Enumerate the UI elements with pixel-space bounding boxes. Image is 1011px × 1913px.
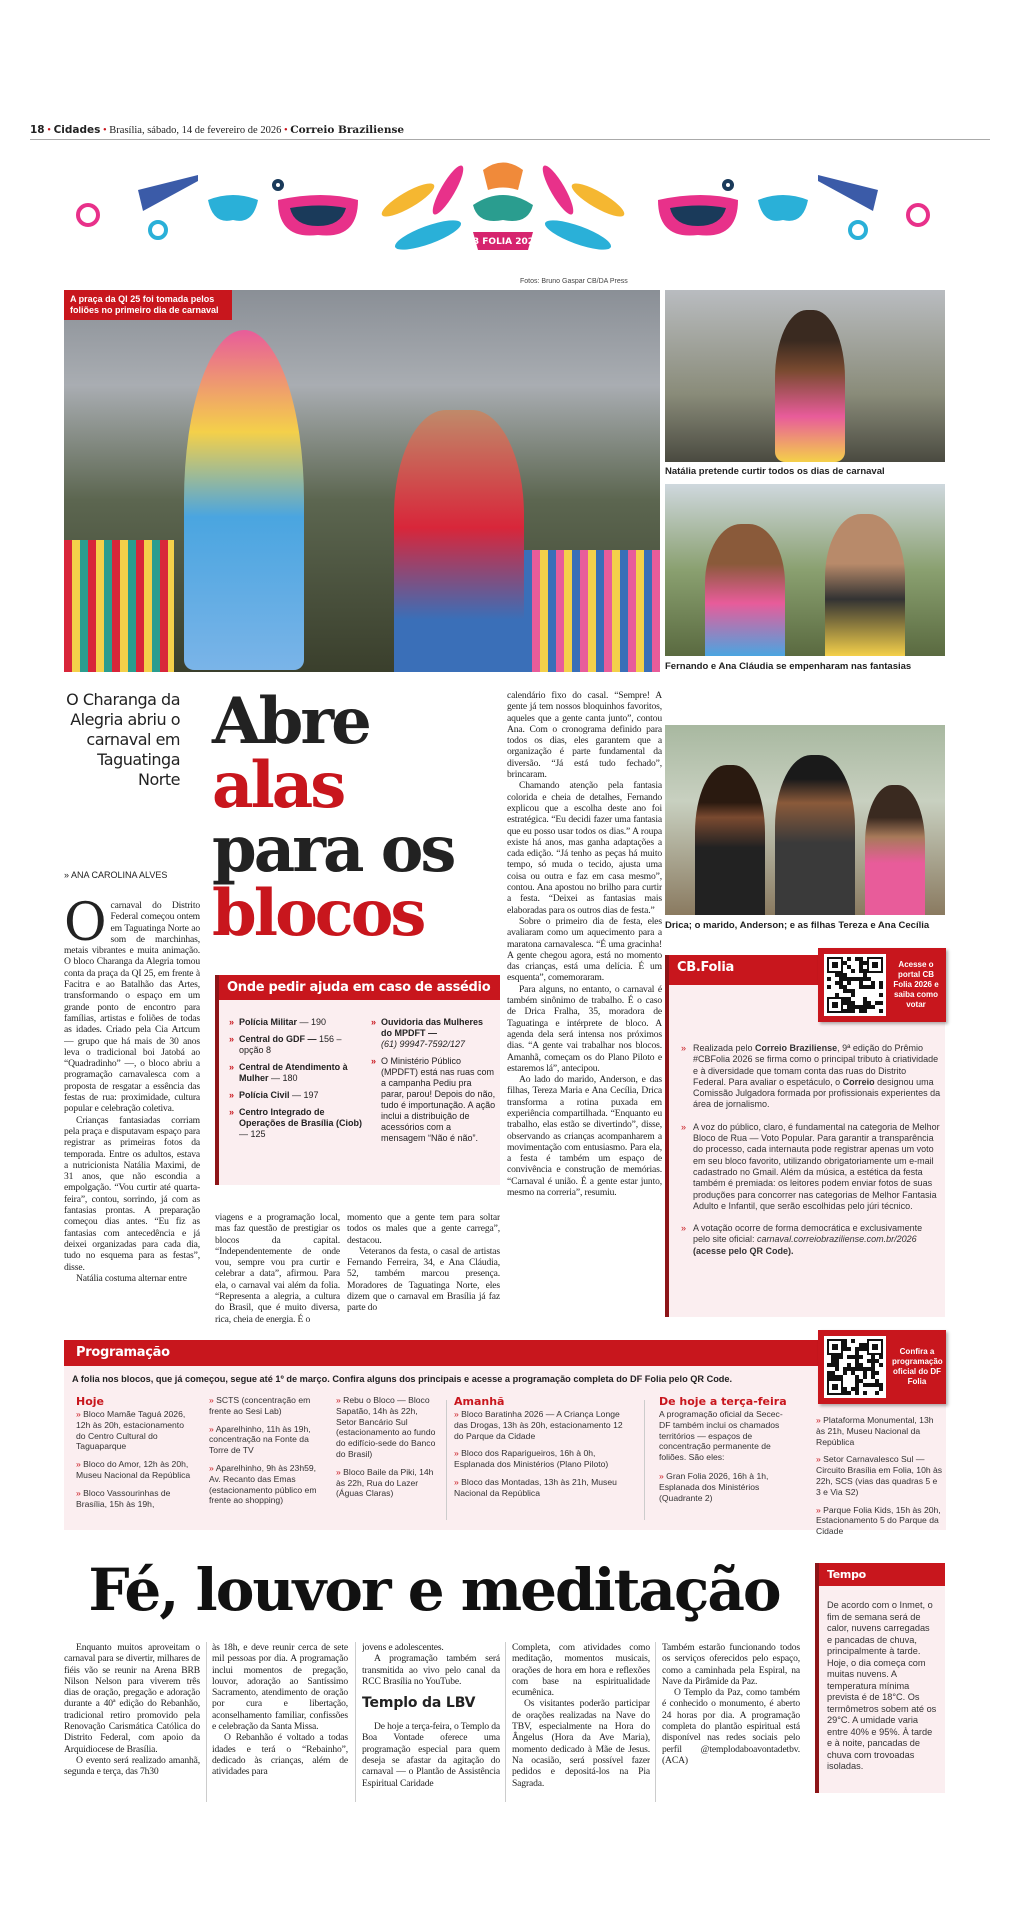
help-item [229,1017,364,1028]
help-item [371,1056,496,1144]
page-number: 18 [30,124,45,136]
bullet-segment: Realizada pelo [693,1043,756,1053]
programacao-box [64,1340,946,1537]
event-item: » SCTS (concentração em frente ao Sesi Lab) [209,1395,324,1417]
paragraph: A programação também será transmitida ao vivo pelo canal da RCC Brasília no YouTube. [362,1653,500,1687]
paragraph: Enquanto muitos aproveitam o carnaval para se divertir, milhares de fiéis vão se reunir na Arena BRB Nilson Nelson para viverem três dias de oração, pregação e adoração durante a 40ª edição do Rebanhão, tradicional retiro promovido pela Renovação Carismática Católica do Distrito Federal, com apoio da Arquidiocese de Brasília. [64,1642,200,1755]
fernando-caption: Fernando e Ana Cláudia se empenharam nas fantasias [665,661,912,672]
hoje-column-2 [209,1395,324,1513]
paragraph: Os visitantes poderão participar de orações realizadas na Nave do TBV, especialmente na Hora do Ângelus (Hora da Ave Maria), momento dedicado à Mãe de Jesus. Na ocasião, será possível fazer pedidos e depositá-los na Pia Sagrada. [512,1698,650,1789]
bullet-segment: Correio Braziliense [755,1043,838,1053]
help-item [229,1062,364,1084]
paragraph: O Rebanhão é voltado a todas idades e terá o “Rebainho”, dedicado às crianças, além de atividades para [212,1732,348,1778]
page-header: 18 • Cidades • Brasília, sábado, 14 de fevereiro de 2026 • Correio Braziliense [30,124,990,140]
paragraph: às 18h, e deve reunir cerca de sete mil pessoas por dia. A programação inclui momentos de pregação, louvor, adoração ao Santíssimo Sacramento, atendimento de oração por cura e libertação, aconselhamento familiar, confissões e celebração da Santa Missa. [212,1642,348,1733]
headline-line: Abre [212,684,369,759]
cbfolia-title: CB.Folia [669,955,945,985]
help-item [371,1017,496,1050]
story-column [507,690,662,1330]
paragraph: O evento será realizado amanhã, segunda e terça, das 7h30 [64,1754,200,1778]
help-item-number: O Ministério Público (MPDFT) está nas ruas com a campanha Pediu pra parar, parou! Depois do não, tudo é importunação. A ação inclui a distribuição de acessórios com a mensagem “Não é não”. [381,1056,496,1143]
headline-line: para os [212,812,454,887]
faith-column [64,1642,200,1802]
help-item-name: Ouvidoria das Mulheres do MPDFT — [381,1017,484,1038]
story-column [347,1212,500,1330]
divider [655,1642,656,1802]
event-item: » Aparelhinho, 11h às 19h, concentração na Fonte da Torre de TV [209,1424,324,1456]
bullet-segment: Correio [842,1076,875,1087]
hoje-heading: Hoje [76,1395,104,1408]
help-item-name: Polícia Militar [239,1017,298,1027]
terca-intro: A programação oficial da Secec-DF também inclui os chamados territórios — espaços de concentração permanente de foliões. São eles: [659,1409,783,1463]
bullet-segment: A voz do público, claro, é fundamental na categoria de Melhor Bloco de Rua — Voto Popular. Para garantir a transparência do processo, cada internauta pode registrar apenas um voto em seu bloco favorito, utilizando obrigatoriamente um e-mail cadastrado no Gmail. Além da música, a estética da festa também é premiada: os leitores podem enviar fotos de suas produções para concorrer nas categorias de Melhor Fantasia Adulto e Infantil, que serão escolhidas pelo júri técnico. [693,1121,940,1211]
natalia-caption: Natália pretende curtir todos os dias de carnaval [665,466,885,477]
svg-text:CB FOLIA 2026: CB FOLIA 2026 [465,237,541,247]
help-item-number: — 197 [292,1090,319,1100]
faith-column [212,1642,348,1802]
faith-subhead: Templo da LBV [362,1695,476,1712]
event-item: » Bloco Mamãe Taguá 2026, 12h às 20h, estacionamento do Centro Cultural do Taguaparque [76,1409,194,1452]
cbfolia-bullet [681,1223,941,1257]
paragraph: carnaval do Distrito Federal começou ontem em Taguatinga Norte ao som de marchinhas, metais vibrantes e muita animação. O bloco Charanga da Alegria tomou conta da praça da QI 25, em frente à Facitra e ao Batalhão das Artes, transformando o espaço em um grande ponto de encontro para famílias, artistas e foliões de todas as idades. Criado pela Cia Artcum — grupo que há mais de 30 anos leva o tradicional boi Jatobá ao “Quadradinho” —, o bloco abriu a programação carnavalesca com a proposta de resgatar a essência das festas de rua: proximidade, cultura popular e celebração coletiva. [64,900,200,1115]
fernando-photo [665,484,945,656]
story-dek: O Charanga da Alegria abriu o carnaval em Taguatinga Norte [66,690,180,789]
event-item: » Setor Carnavalesco Sul — Circuito Brasília em Folia, 10h às 22h, SCS (vias das quadras 5 e 3 e Via S2) [816,1454,944,1497]
faith-column [662,1642,800,1802]
help-list-right [371,1017,496,1150]
event-item: » Rebu o Bloco — Bloco Sapatão, 14h às 22h, Setor Bancário Sul (estacionamento ao fundo do edifício-sede do Banco do Brasil) [336,1395,436,1460]
faith-headline: Fé, louvor e meditação [88,1556,780,1624]
programacao-intro: A folia nos blocos, que já começou, segue até 1º de março. Confira alguns dos principais e acesse a programação completa do DF Folia pelo QR Code. [72,1374,733,1384]
bullet-segment: (acesse pelo QR Code). [693,1245,794,1256]
terca-heading: De hoje a terça-feira [659,1395,787,1408]
amanha-heading: Amanhã [454,1395,505,1408]
weather-text: De acordo com o Inmet, o fim de semana será de calor, nuvens carregadas e pancadas de chuva, principalmente à tarde. Hoje, o dia começa com muitas nuvens. A temperatura mínima prevista é de 18°C. Os termômetros sobem até os 29°C. A umidade varia entre 40% e 95%. À tarde e à noite, pancadas de chuva com trovoadas isoladas. [827,1600,937,1771]
terca-column [659,1395,794,1510]
qr-code-icon[interactable] [824,954,886,1016]
paragraph: calendário fixo do casal. “Sempre! A gente já tem nossos bloquinhos favoritos, aqueles que a gente canta junto”, contou Ana. Com o cronograma definido para todos os dias, eles garantem que a organização é parte fundamental da diversão. “Já está tudo fechado”, brincaram. [507,690,662,781]
story-column [215,1212,340,1330]
carnival-banner [28,160,988,260]
programacao-qr-callout[interactable] [818,1330,946,1404]
paragraph: Ao lado do marido, Anderson, e das filhas, Tereza Maria e Ana Cecília, Drica transforma a rotina puxada em experiência compartilhada. “Enquanto eu trabalho, elas estão se divertindo”, disse, observando as crianças acompanharem a movimentação com entusiasmo. Para ela, a festa é também um espaço de convivência e construção de memórias. “Carnaval é união. É a gente estar junto, mesmo na correria”, resumiu. [507,1074,662,1199]
qr-code-icon[interactable] [824,1336,886,1398]
divider [206,1642,207,1802]
help-item-number: 156 – opção 8 [239,1034,342,1055]
photo-credit: Fotos: Bruno Gaspar CB/DA Press [520,278,628,285]
paragraph: Chamando atenção pela fantasia colorida e cheia de detalhes, Fernando explicou que a escolha deste ano foi estratégica. “Eu decidi fazer uma fantasia que eu posso usar todos os dias.” A roupa existe há anos, mas ganha adaptações a cada edição. “Já tenho as peças há muito tempo, só muda o tecido, ajusta uma coisa ou outra e faz em casa mesmo”, contou. Ana apostou no brilho para curtir a festa. “Deixei as fantasias mais elaboradas para os outros dias de festa.” [507,780,662,916]
help-item [229,1090,364,1101]
bullet-segment: A votação ocorre de forma democrática e exclusivamente pelo site oficial: [693,1223,923,1245]
help-item-number: — 180 [271,1073,298,1083]
help-item [229,1107,364,1140]
help-item-name: Central do GDF — [239,1034,317,1044]
paragraph: Também estarão funcionando todos os serviços oferecidos pelo espaço, como a caminhada pela Espiral, na Nave da Pirâmide da Paz. [662,1642,800,1687]
cbfolia-bullet [681,1122,941,1212]
paragraph: Natália costuma alternar entre [76,1272,187,1284]
newspaper-name: Correio Braziliense [290,124,405,136]
programacao-title: Programação [64,1340,820,1366]
paragraph: Completa, com atividades como meditação, momentos musicais, orações de hora em hora e reflexões com base na espiritualidade ecumênica. [512,1642,650,1699]
qr-label: Confira a programação oficial do DF Folia [892,1347,943,1386]
faith-column [362,1642,500,1802]
faith-column [512,1642,650,1802]
help-box [215,975,500,1185]
headline-line: alas [212,748,344,823]
qr-label: Acesse o portal CB Folia 2026 e saiba como votar [893,960,939,1009]
help-item-number: — 190 [299,1017,327,1027]
help-item-number: (61) 99947-7592/127 [381,1039,466,1049]
hoje-column [76,1395,194,1516]
event-item: » Bloco Baratinha 2026 — A Criança Longe das Drogas, 13h às 20h, estacionamento 12 do Parque da Cidade [454,1409,634,1441]
cb-folia-logo [466,163,541,251]
event-item: » Bloco do Amor, 12h às 20h, Museu Nacional da República [76,1459,194,1481]
paragraph: O Templo da Paz, como também é conhecido o monumento, é aberto 24 horas por dia. A programação completa do plantão espiritual está disponível nas redes sociais pelo perfil @templodaboavontadetbv. (ACA) [662,1687,800,1766]
event-item: » Parque Folia Kids, 15h às 20h, Estacionamento 5 do Parque da Cidade [816,1505,944,1537]
drop-cap: O [64,900,107,953]
paragraph: momento que a gente tem para soltar todos os males que a gente carrega”, destacou. [347,1212,500,1246]
paragraph: viagens e a programação local, mas faz questão de prestigiar os blocos da capital. “Independentemente de onde vou, sempre vou pra curtir e celebrar a data”, afirmou. Para ela, o carnaval vai além da folia. “Representa a alegria, a cultura do Brasil, que é muito diversa, rica, cheia de energia. É o [215,1212,340,1325]
help-box-title: Onde pedir ajuda em caso de assédio [219,975,500,1000]
event-item: » Plataforma Monumental, 13h às 21h, Museu Nacional da República [816,1415,944,1447]
paragraph: jovens e adolescentes. [362,1642,444,1653]
help-item-number: — 125 [239,1129,266,1139]
event-item: » Bloco Vassourinhas de Brasília, 15h às 19h, [76,1488,194,1510]
help-list-left [229,1017,364,1146]
divider [644,1400,645,1520]
byline: » ANA CAROLINA ALVES [64,870,168,880]
section-name: Cidades [53,124,101,136]
event-item: » Bloco dos Raparigueiros, 16h à 0h, Esplanada dos Ministérios (Plano Piloto) [454,1448,634,1470]
weather-title: Tempo [819,1563,945,1586]
event-item: » Gran Folia 2026, 16h à 1h, Esplanada dos Ministérios (Quadrante 2) [659,1471,794,1503]
help-item-name: Centro Integrado de Operações de Brasília (Ciob) [239,1107,363,1128]
divider [505,1642,506,1802]
paragraph: Crianças fantasiadas corriam pela praça e disputavam espaço para registrar as primeiras fotos da temporada. Entre os adultos, estava a nutricionista Natália Maximi, de 31 anos, que não escondia a empolgação. “Vou curtir até quarta-feira”, contou, sorrindo, já com as fantasias prontas. A preparação começou dias antes. “Eu fiz as fantasias com antecedência e já deixei organizadas para cada dia, tudo no esquema para as festas”, disse. [64,1114,200,1273]
cbfolia-list [681,1043,941,1268]
divider [446,1400,447,1520]
weather-box [815,1563,945,1793]
natalia-photo [665,290,945,462]
bullet-segment: designou uma Comissão Julgadora formada por profissionais experientes da área de jornalismo. [693,1076,941,1110]
help-item-name: Polícia Civil [239,1090,290,1100]
hoje-column-3 [336,1395,436,1506]
bullet-segment: carnaval.correiobraziliense.com.br/2026 [757,1234,917,1245]
cbfolia-bullet [681,1043,941,1111]
help-item [229,1034,364,1056]
paragraph: Veteranos da festa, o casal de artistas Fernando Ferreira, 34, e Ana Cláudia, 52, também marcou presença. Moradores de Taguatinga Norte, eles dizem que o carnaval em Brasília já faz parte do [347,1245,500,1314]
event-item: » Aparelhinho, 9h às 23h59, Av. Recanto das Emas (estacionamento público em frente ao shopping) [209,1463,324,1506]
dateline: Brasília, sábado, 14 de fevereiro de 2026 [109,125,282,136]
headline-line: blocos [212,876,424,951]
help-item-name: Central de Atendimento à Mulher [239,1062,348,1083]
family-photo [665,725,945,915]
story-headline [212,684,512,951]
story-column [64,900,200,1330]
amanha-column [454,1395,634,1506]
terca-column-2 [816,1415,944,1544]
paragraph: Para alguns, no entanto, o carnaval é também sinônimo de trabalho. É o caso de Drica Fralha, 35, moradora de Taguatinga e intérprete de bloco. A agenda dela será intensa nos próximos dias. “A gente vai trabalhar nos blocos. Amanhã, começam os do Plano Piloto e estaremos lá”, antecipou. [507,983,662,1074]
main-photo [64,290,660,672]
bullet-segment: , 9ª edição do Prêmio #CBFolia 2026 se firma como o principal tributo à criatividade e à diversidade que tomam conta das ruas do Distrito Federal. Para avaliar o espetáculo, o [693,1043,939,1087]
main-photo-caption: A praça da QI 25 foi tomada pelos foliões no primeiro dia de carnaval [64,290,232,320]
event-item: » Bloco Baile da Piki, 14h às 22h, Rua do Lazer (Águas Claras) [336,1467,436,1499]
cbfolia-qr-callout[interactable] [818,948,946,1022]
paragraph: De hoje a terça-feira, o Templo da Boa Vontade oferece uma programação especial para quem deseja se afastar da agitação do carnaval — o Plantão de Assistência Espiritual Caridade [362,1721,500,1789]
family-caption: Drica; o marido, Anderson; e as filhas Tereza e Ana Cecília [665,920,930,931]
event-item: » Bloco das Montadas, 13h às 21h, Museu Nacional da República [454,1477,634,1499]
paragraph: Sobre o primeiro dia de festa, eles avaliaram como um aquecimento para a maratona carnavalesca. “É uma gracinha! A gente chegou agora, está no momento das crianças, está uma delícia. É um esquenta”, comemoraram. [507,915,662,984]
divider [355,1642,356,1802]
